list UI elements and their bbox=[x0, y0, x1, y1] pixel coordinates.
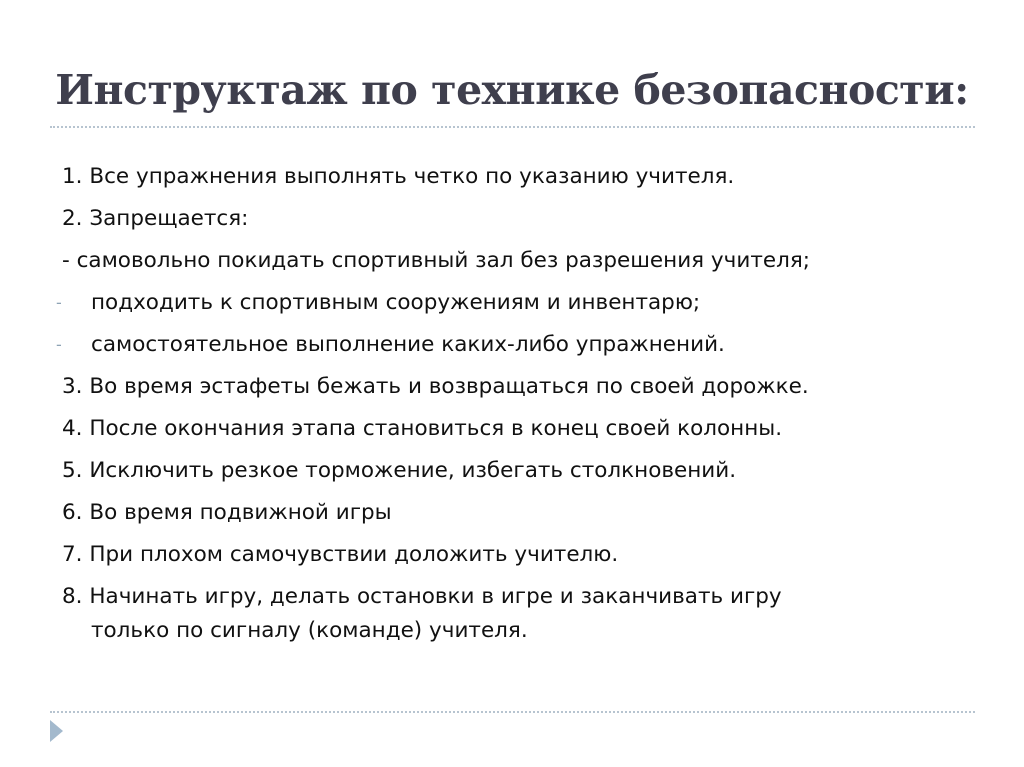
list-item: 8. Начинать игру, делать остановки в игре и заканчивать игру bbox=[62, 584, 782, 609]
footer-divider bbox=[50, 711, 975, 713]
list-item: - самовольно покидать спортивный зал без разрешения учителя; bbox=[62, 248, 811, 273]
list-item: 6. Во время подвижной игры bbox=[62, 500, 392, 525]
list-item: 7. При плохом самочувствии доложить учителю. bbox=[62, 542, 619, 567]
list-item: 3. Во время эстафеты бежать и возвращаться по своей дорожке. bbox=[62, 374, 809, 399]
title-divider bbox=[50, 126, 975, 128]
list-item: 5. Исключить резкое торможение, избегать столкновений. bbox=[62, 458, 737, 483]
slide-title: Инструктаж по технике безопасности: bbox=[55, 66, 969, 114]
list-item-continuation: только по сигналу (команде) учителя. bbox=[91, 618, 528, 643]
list-item: 1. Все упражнения выполнять четко по указанию учителя. bbox=[62, 164, 735, 189]
sub-list-item-text: подходить к спортивным сооружениям и инвентарю; bbox=[91, 290, 701, 315]
sub-list-item bbox=[56, 324, 962, 366]
triangle-marker-icon bbox=[50, 720, 63, 742]
list-item: 2. Запрещается: bbox=[62, 206, 249, 231]
sub-list-item-text: самостоятельное выполнение каких-либо упражнений. bbox=[91, 332, 725, 357]
list-item: 4. После окончания этапа становиться в конец своей колонны. bbox=[62, 416, 783, 441]
slide-body bbox=[56, 156, 962, 652]
bullet-dash: - bbox=[56, 293, 62, 312]
bullet-dash: - bbox=[56, 335, 62, 354]
sub-list-item bbox=[56, 282, 962, 324]
